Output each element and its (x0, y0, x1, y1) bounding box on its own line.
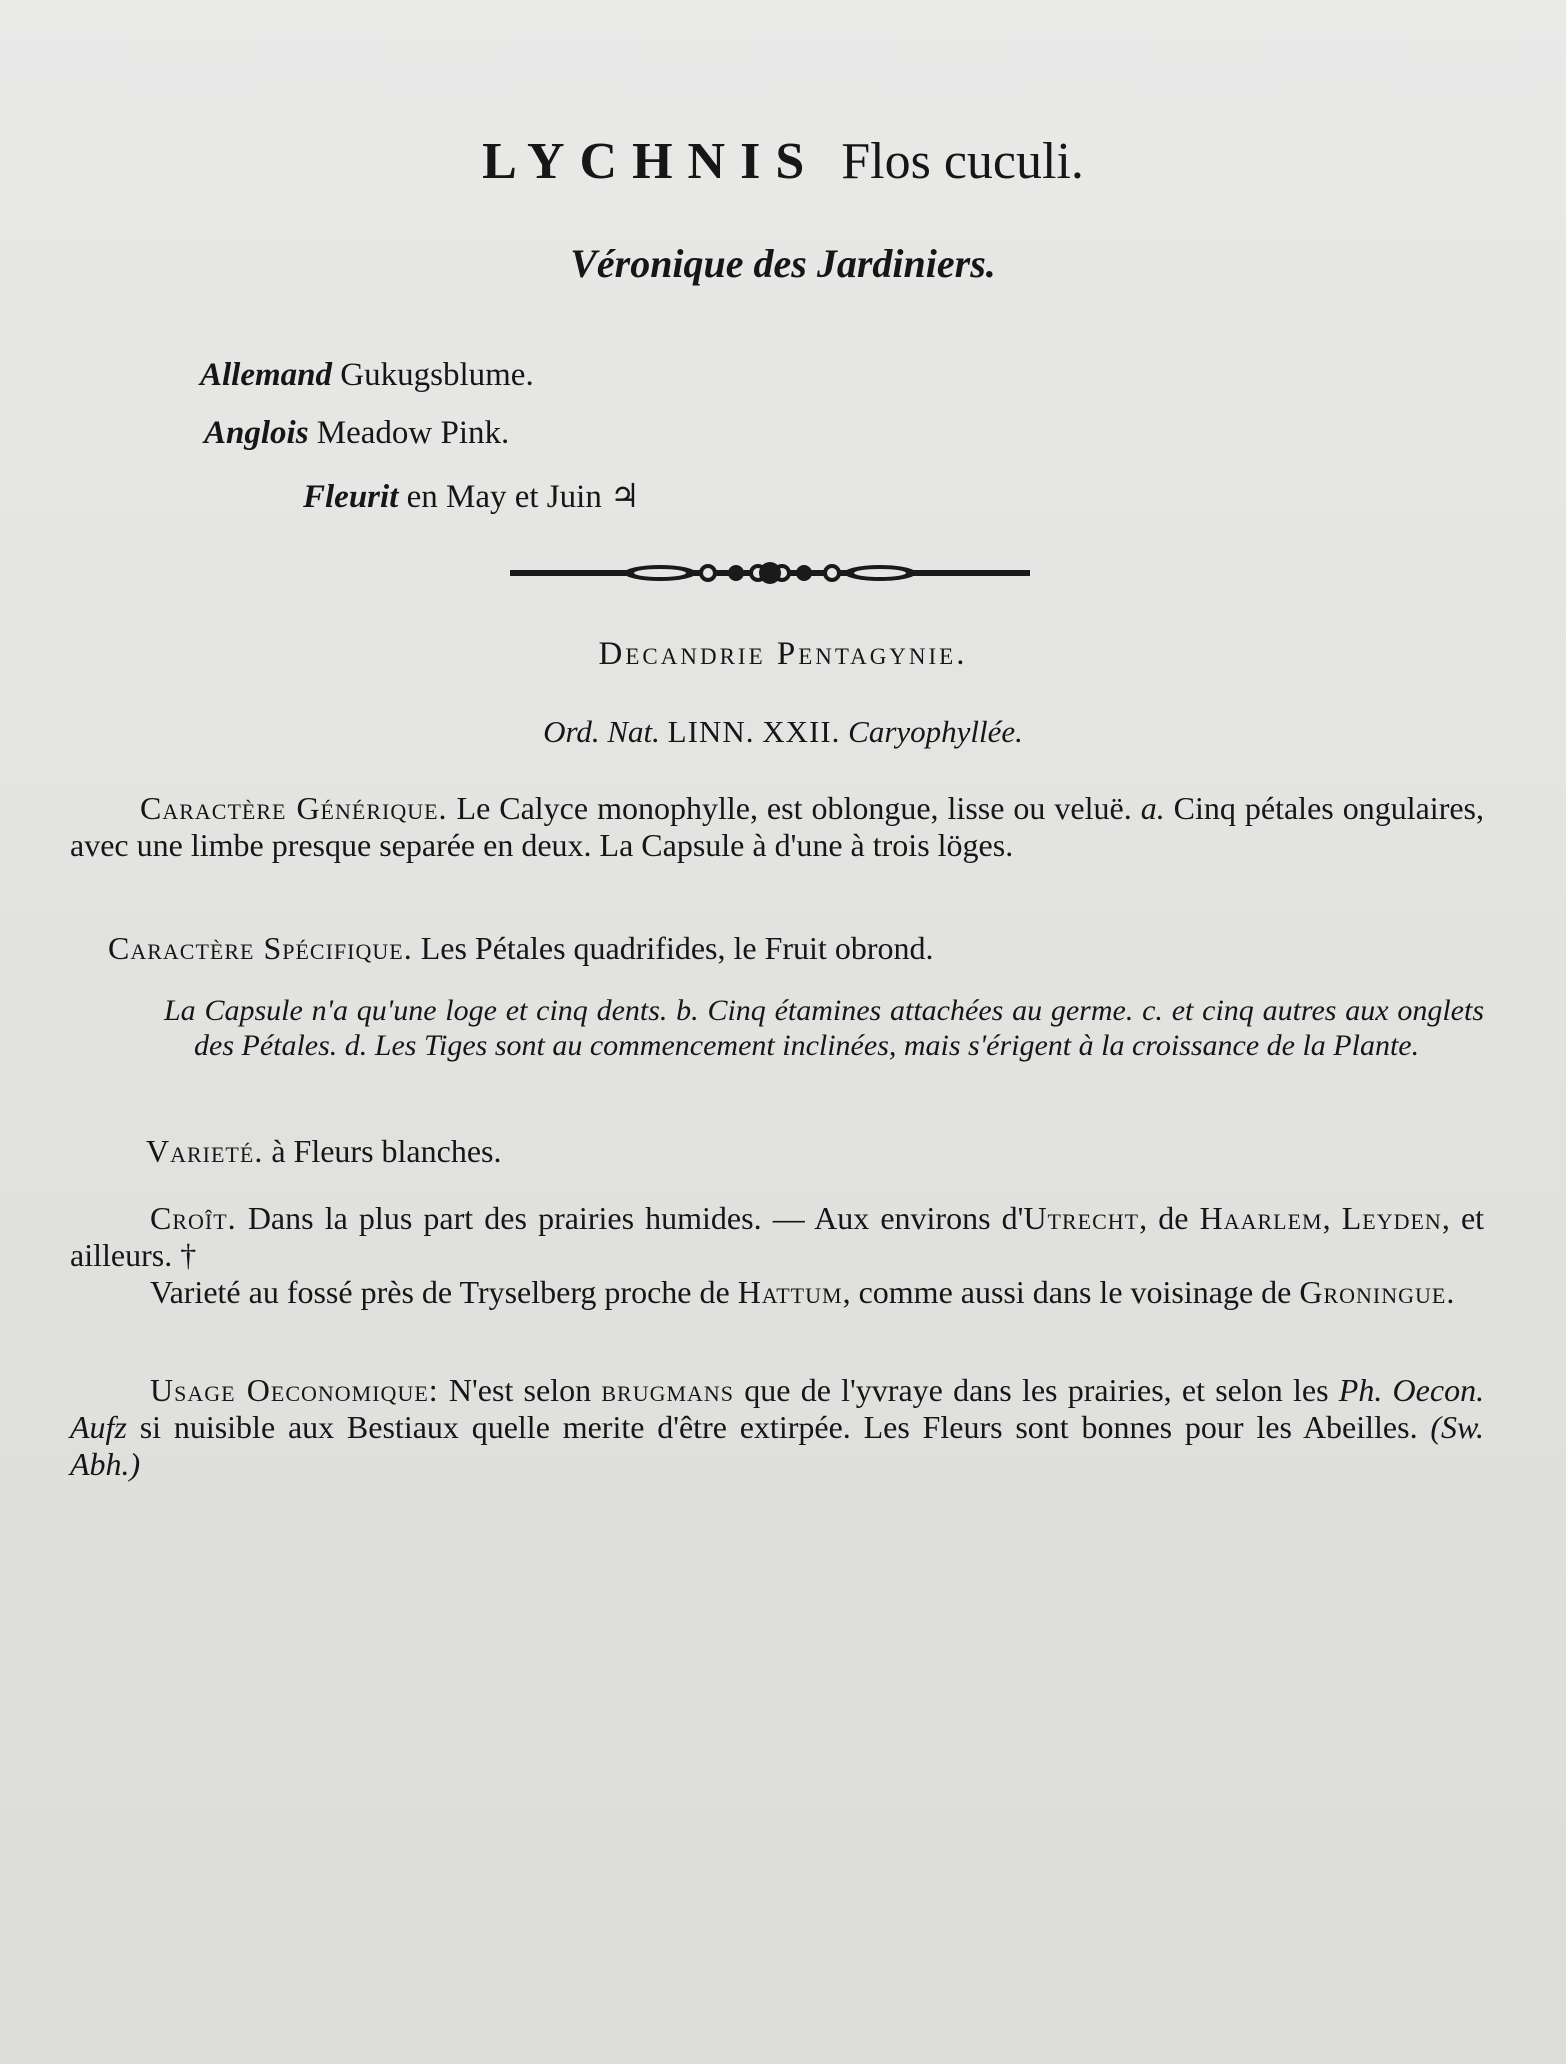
place-groningue: Groningue (1299, 1274, 1447, 1310)
common-name-english (204, 413, 509, 453)
variety-heading: Varieté. (146, 1133, 264, 1169)
habitat-heading: Croît. (150, 1200, 237, 1236)
specific-character (70, 930, 1484, 967)
specific-note: La Capsule n'a qu'une loge et cinq dents. b. Cinq étamines attachées au germe. c. et cinq autres aux onglets des Pétales. d. Les Tiges sont au commencement inclinées, mais s'érigent à la croissance de la Plante. (164, 994, 1484, 1062)
ornament-divider (510, 558, 1030, 588)
french-name: Véronique des Jardiniers. (570, 241, 996, 286)
flowering-label: Fleurit (303, 479, 399, 515)
generic-text-2: Cinq pétales ongulaires, avec une limbe presque separée en deux. La Capsule à d'une à trois löges. (70, 790, 1485, 863)
flowering-text: en May et Juin ♃ (406, 479, 640, 515)
habitat-variety-text-2: , comme aussi dans le voisinage de (842, 1274, 1292, 1310)
order-number: XXII. (762, 714, 841, 749)
order-prefix: Ord. Nat. (543, 714, 660, 749)
flowering-line (303, 477, 640, 517)
variety-text: à Fleurs blanches. (271, 1133, 502, 1169)
habitat-variety-text-1: Varieté au fossé près de Tryselberg proche de (150, 1274, 730, 1310)
usage-text-2: que de l'yvraye dans les prairies, et selon les (744, 1372, 1329, 1408)
reference-ph-oecon: Ph. Oecon. Aufz (70, 1372, 1485, 1445)
usage-heading: Usage Oeconomique: (150, 1372, 439, 1408)
specific-heading: Caractère Spécifique. (108, 930, 413, 966)
language-label: Anglois (204, 415, 309, 451)
classification-heading: Decandrie Pentagynie. (598, 636, 968, 672)
generic-heading: Caractère Générique. (140, 790, 448, 826)
habitat-variety-end: . (1446, 1274, 1455, 1310)
page-title (0, 128, 1566, 196)
habitat-text-2: , de (1139, 1200, 1189, 1236)
common-name: Gukugsblume. (340, 357, 534, 393)
place-haarlem: Haarlem (1199, 1200, 1323, 1236)
generic-character (70, 790, 1484, 864)
specific-text: Les Pétales quadrifides, le Fruit obrond. (420, 930, 934, 966)
habitat-variety-paragraph (70, 1274, 1484, 1311)
natural-order (0, 714, 1566, 750)
place-utrecht: Utrecht (1023, 1200, 1140, 1236)
usage-paragraph (70, 1372, 1484, 1483)
variety-line (70, 1133, 1484, 1170)
habitat-separator: , (1322, 1200, 1331, 1236)
common-name-german (200, 355, 534, 395)
usage-text-1: N'est selon (448, 1372, 592, 1408)
common-name: Meadow Pink. (316, 415, 510, 451)
place-hattum: Hattum (737, 1274, 843, 1310)
usage-text-3: si nuisible aux Bestiaux quelle merite d'être extirpée. Les Fleurs sont bonnes pour les Abeilles. (139, 1409, 1418, 1445)
habitat-paragraph (70, 1200, 1484, 1274)
order-linn: LINN. (667, 714, 755, 749)
reference-sw-abh: (Sw. Abh.) (70, 1409, 1485, 1482)
genus-name: LYCHNIS (482, 133, 820, 190)
figure-mark-a: a. (1140, 790, 1165, 826)
language-label: Allemand (200, 357, 333, 393)
habitat-text-1: Dans la plus part des prairies humides. — Aux environs d' (247, 1200, 1024, 1236)
species-name: Flos cuculi. (841, 133, 1084, 190)
order-family: Caryophyllée. (848, 714, 1023, 749)
author-brugmans: brugmans (601, 1372, 735, 1408)
generic-text-1: Le Calyce monophylle, est oblongue, lisse ou veluë. (456, 790, 1132, 826)
habitat-text-3: , et ailleurs. † (70, 1200, 1485, 1273)
place-leyden: Leyden (1341, 1200, 1442, 1236)
